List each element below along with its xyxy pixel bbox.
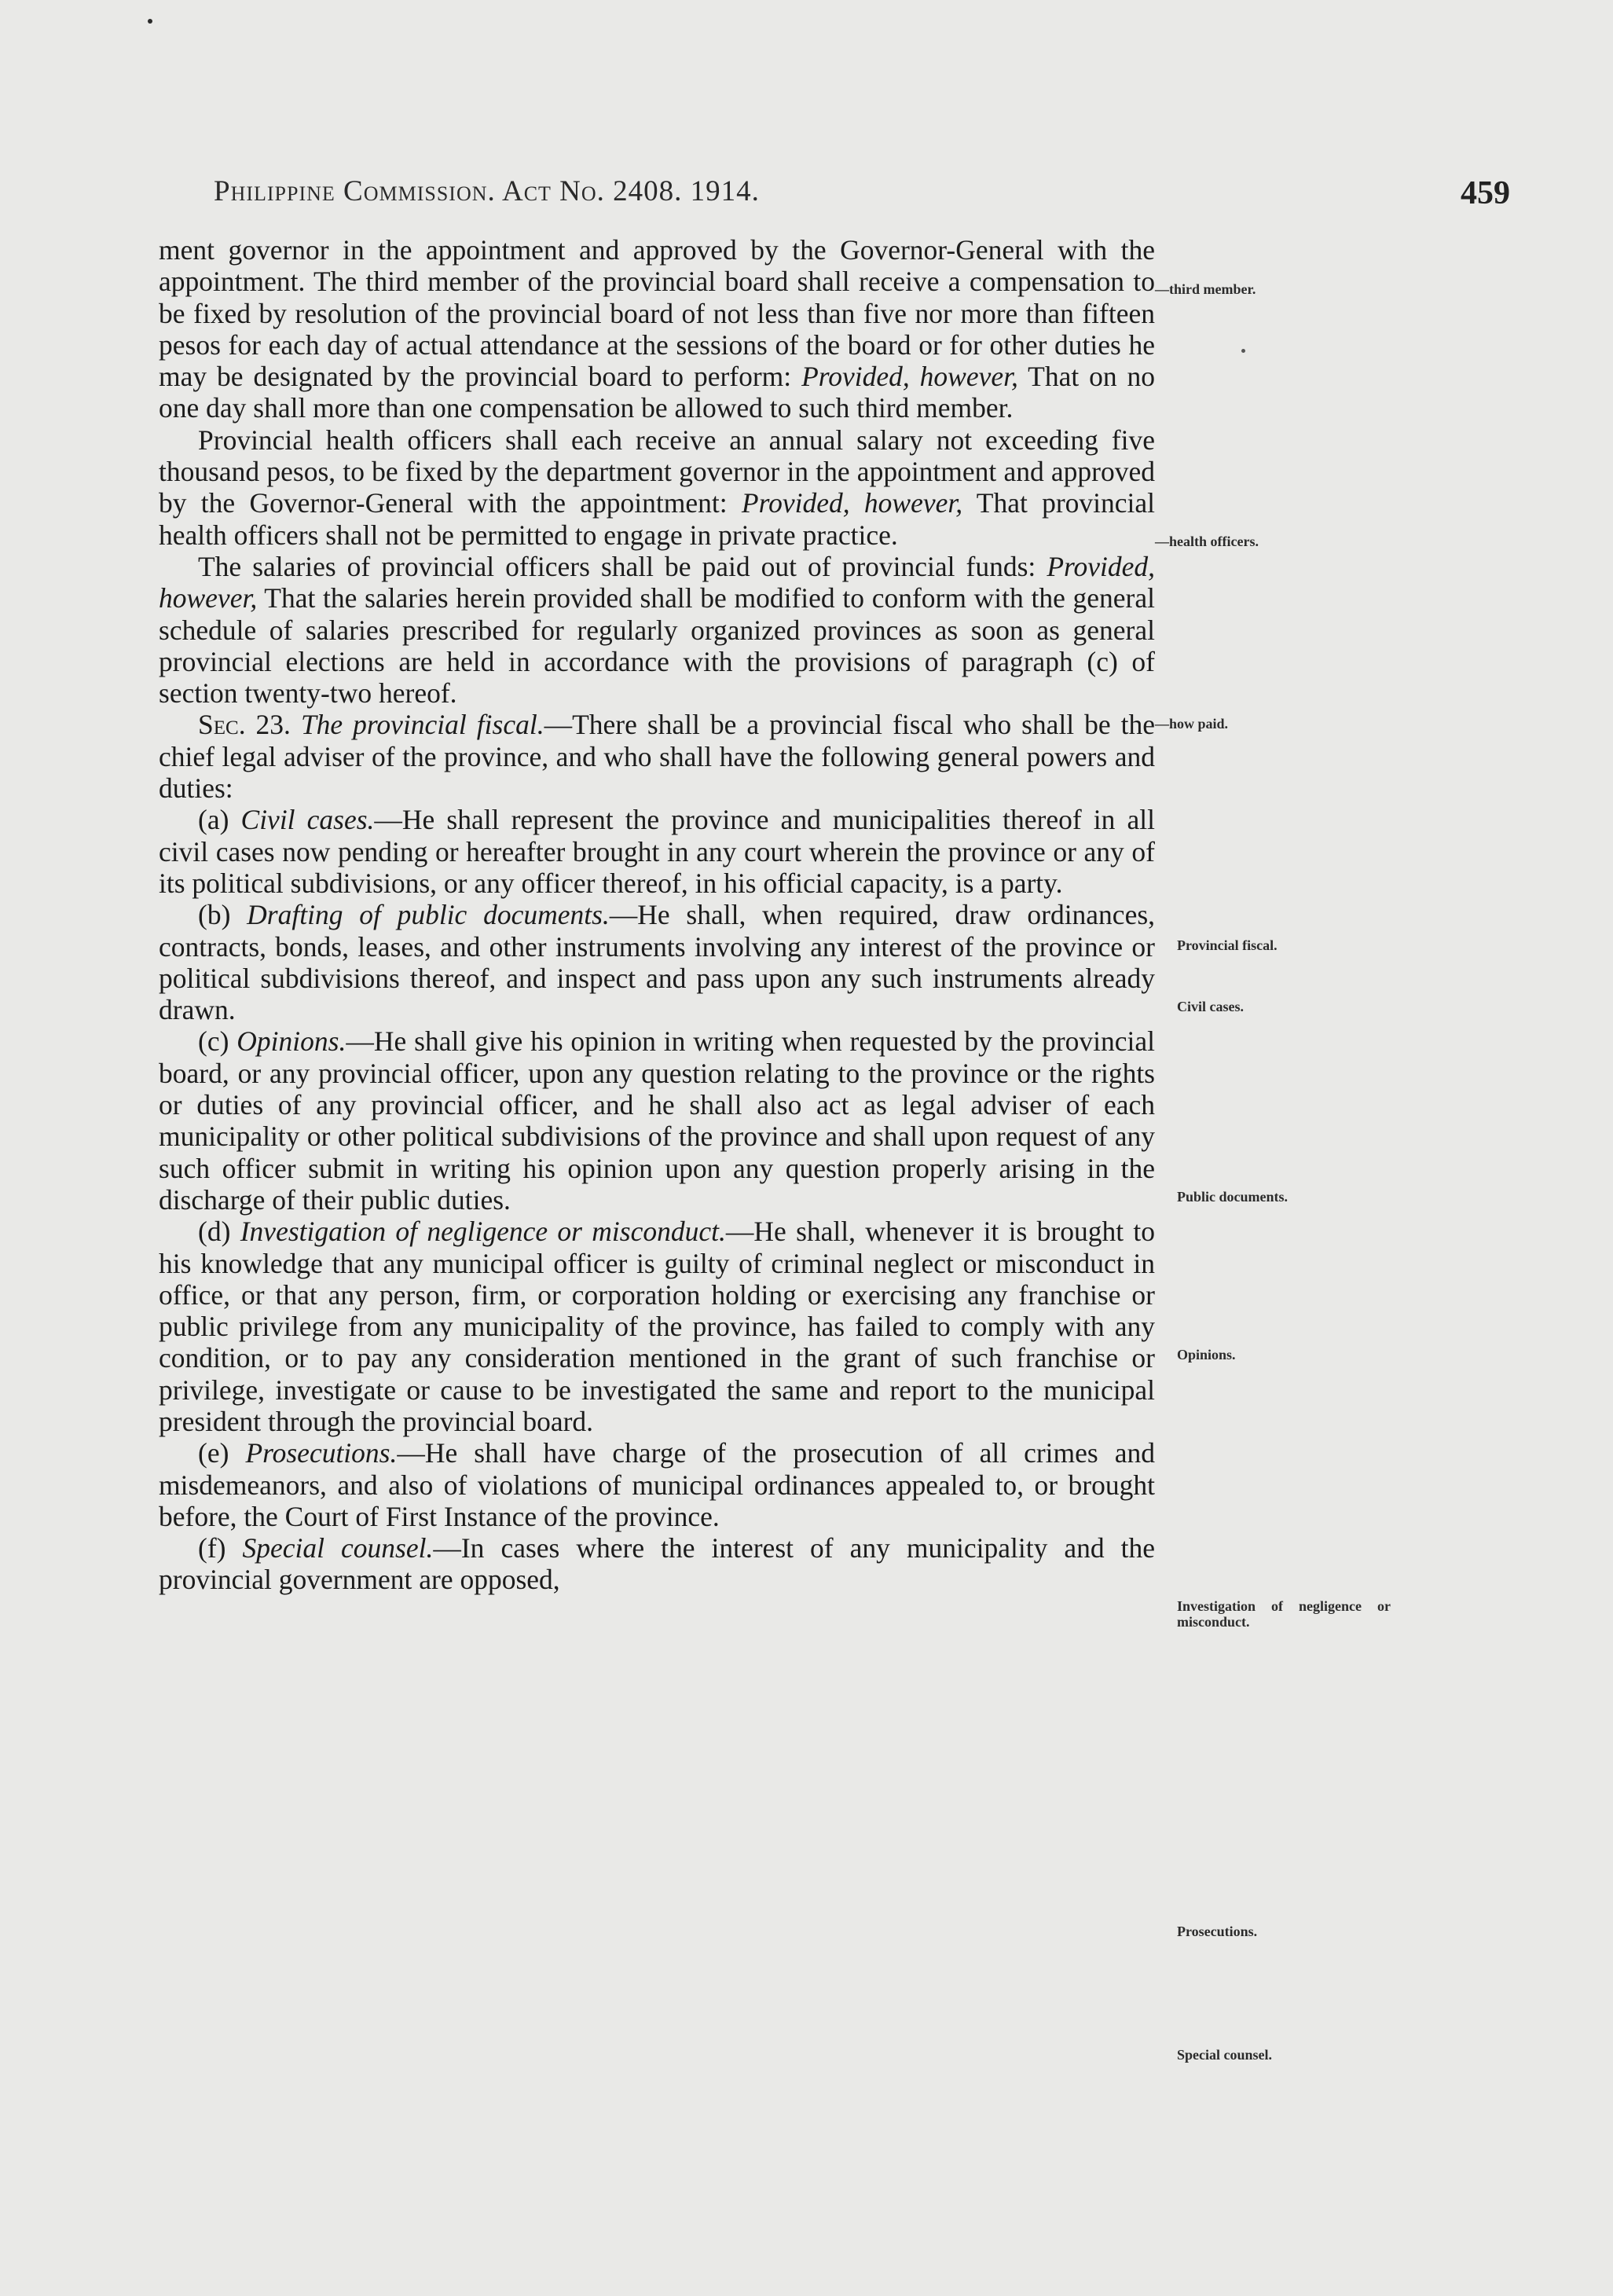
side-note-health-officers: —health officers.: [1155, 534, 1259, 549]
subsection-title: Drafting of public documents.: [247, 899, 610, 931]
proviso-phrase: Provided, however,: [159, 550, 1156, 614]
paragraph-investigation: (d) Investigation of negligence or misconduct.—He shall, whenever it is brought to his knowledge that any municipal officer is guilty of criminal neglect or misconduct in office, or that any person, firm, or corporation holding or exercising any franchise or public privilege from any municipality of the province, has failed to comply with any condition, or to pay any consideration mentioned in the grant of such franchise or privilege, investigate or cause to be investigated the same and report to the municipal president through the provincial board.: [159, 1216, 1156, 1437]
paragraph-how-paid: The salaries of provincial officers shall be paid out of provincial funds: Provided, however, That the salaries herein provided shall be modified to conform with the general schedule of salaries prescribed for regularly organized provinces as soon as general provincial elections are held in accordance with the provisions of paragraph (c) of section twenty-two hereof.: [159, 550, 1156, 710]
side-note-opinions: Opinions.: [1177, 1347, 1236, 1363]
proviso-phrase: Provided, however,: [741, 487, 963, 519]
running-head: Philippine Commission. Act No. 2408. 1914.: [214, 175, 760, 207]
paragraph-health-officers: Provincial health officers shall each receive an annual salary not exceeding five thousand pesos, to be fixed by the department governor in the appointment and approved by the Governor-General with the appointment: Provided, however, That provincial health officers shall not be permitted to engage in private practice.: [159, 424, 1156, 551]
paragraph-opinions: (c) Opinions.—He shall give his opinion in writing when requested by the provincial board, or any provincial officer, upon any question relating to the province or the rights or duties of any provincial officer, and he shall also act as legal adviser of each municipality or other political subdivisions of the province and shall upon request of any such officer submit in writing his opinion upon any question properly arising in the discharge of their public duties.: [159, 1025, 1155, 1216]
paragraph-section-23: Sec. 23. The provincial fiscal.—There shall be a provincial fiscal who shall be the chief legal adviser of the province, and who shall have the following general powers and duties:: [159, 709, 1155, 805]
print-dot: [1241, 349, 1245, 353]
side-note-civil-cases: Civil cases.: [1177, 999, 1244, 1014]
side-note-prosecutions: Prosecutions.: [1177, 1924, 1258, 1939]
subsection-title: Prosecutions.: [245, 1437, 398, 1469]
proviso-phrase: Provided, however,: [801, 361, 1018, 393]
paragraph-third-member: ment governor in the appointment and approved by the Governor-General with the appointment. The third member of the provincial board shall receive a compensation to be fixed by resolution of the provincial board of not less than five nor more than fifteen pesos for each day of actual attendance at the sessions of the board or for other duties he may be designated by the provincial board to perform: Provided, however, That on no one day shall more than one compensation be allowed to such third member.: [159, 234, 1156, 424]
side-note-special-counsel: Special counsel.: [1177, 2047, 1273, 2063]
section-title: The provincial fiscal.: [300, 709, 544, 741]
side-note-investigation: Investigation of negligence or misconduct.: [1177, 1598, 1391, 1630]
paragraph-special-counsel: (f) Special counsel.—In cases where the interest of any municipality and the provincial government are opposed,: [159, 1532, 1156, 1596]
subsection-title: Investigation of negligence or misconduct.: [240, 1216, 726, 1248]
side-note-how-paid: —how paid.: [1155, 716, 1229, 732]
paragraph-civil-cases: (a) Civil cases.—He shall represent the province and municipalities thereof in all civil cases now pending or hereafter brought in any court wherein the province or any of its political subdivisions, or any officer thereof, in his official capacity, is a party.: [159, 804, 1155, 899]
body-text: [159, 234, 1155, 1596]
side-note-third-member: —third member.: [1155, 281, 1256, 297]
print-speck: [148, 19, 152, 24]
side-note-provincial-fiscal: Provincial fiscal.: [1177, 937, 1278, 953]
paragraph-public-documents: (b) Drafting of public documents.—He shall, when required, draw ordinances, contracts, bonds, leases, and other instruments involving any interest of the province or political subdivisions thereof, and inspect and pass upon any such instruments already drawn.: [159, 899, 1156, 1026]
paragraph-prosecutions: (e) Prosecutions.—He shall have charge of the prosecution of all crimes and misdemeanors, and also of violations of municipal ordinances appealed to, or brought before, the Court of First Instance of the province.: [159, 1437, 1155, 1532]
subsection-title: Opinions.: [236, 1025, 346, 1058]
side-note-public-documents: Public documents.: [1177, 1189, 1289, 1205]
section-number: Sec. 23.: [198, 709, 291, 741]
page-number: 459: [1461, 175, 1510, 211]
page-header: [214, 174, 1510, 222]
subsection-title: Special counsel.: [242, 1532, 434, 1564]
subsection-title: Civil cases.: [240, 804, 375, 836]
